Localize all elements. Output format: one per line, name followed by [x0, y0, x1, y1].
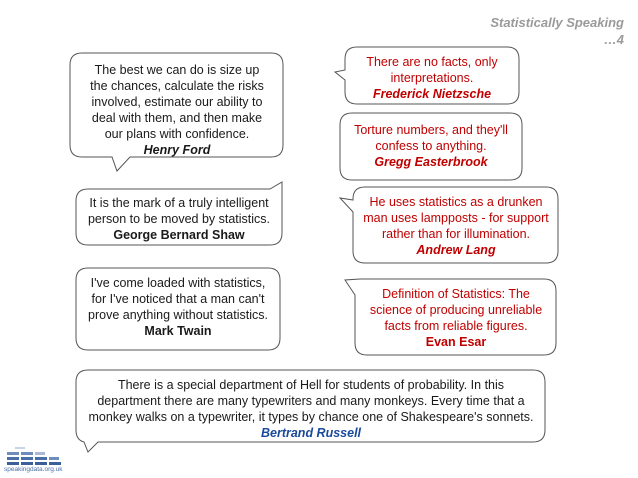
- author-evan-esar: Evan Esar: [425, 335, 487, 349]
- quote-henry-ford: The best we can do is size up the chances, calculate the risks involved, estimate our ability to deal with them, and then make our plans with confidence. Henry Ford: [72, 62, 282, 158]
- slide-page-number: …4: [603, 32, 624, 47]
- slide-title: Statistically Speaking: [490, 15, 624, 30]
- quote-gregg-easterbrook: Torture numbers, and they'll confess to anything. Gregg Easterbrook: [341, 122, 521, 170]
- author-andrew-lang: Andrew Lang: [416, 243, 496, 257]
- quote-mark-twain: I've come loaded with statistics, for I've noticed that a man can't prove anything without statistics. Mark Twain: [76, 275, 280, 339]
- author-henry-ford: Henry Ford: [143, 143, 211, 157]
- quote-evan-esar: Definition of Statistics: The science of producing unreliable facts from reliable figures. Evan Esar: [356, 286, 556, 350]
- author-mark-twain: Mark Twain: [144, 324, 212, 338]
- logo-caption: speakingdata.org.uk: [4, 466, 63, 473]
- quote-andrew-lang: He uses statistics as a drunken man uses lampposts - for support rather than for illumination. Andrew Lang: [354, 194, 558, 258]
- quote-frederick-nietzsche: There are no facts, only interpretations. Frederick Nietzsche: [346, 54, 518, 102]
- quote-bertrand-russell: There is a special department of Hell for students of probability. In this department there are many typewriters and many monkeys. Every time that a monkey walks on a typewriter, it types by chance one of Shakespeare's sonnets. Bertrand Russell: [78, 377, 544, 441]
- author-frederick-nietzsche: Frederick Nietzsche: [372, 87, 492, 101]
- author-george-bernard-shaw: George Bernard Shaw: [113, 228, 245, 242]
- author-gregg-easterbrook: Gregg Easterbrook: [374, 155, 488, 169]
- quote-george-bernard-shaw: It is the mark of a truly intelligent person to be moved by statistics. George Bernard Shaw: [76, 195, 282, 243]
- author-bertrand-russell: Bertrand Russell: [260, 426, 362, 440]
